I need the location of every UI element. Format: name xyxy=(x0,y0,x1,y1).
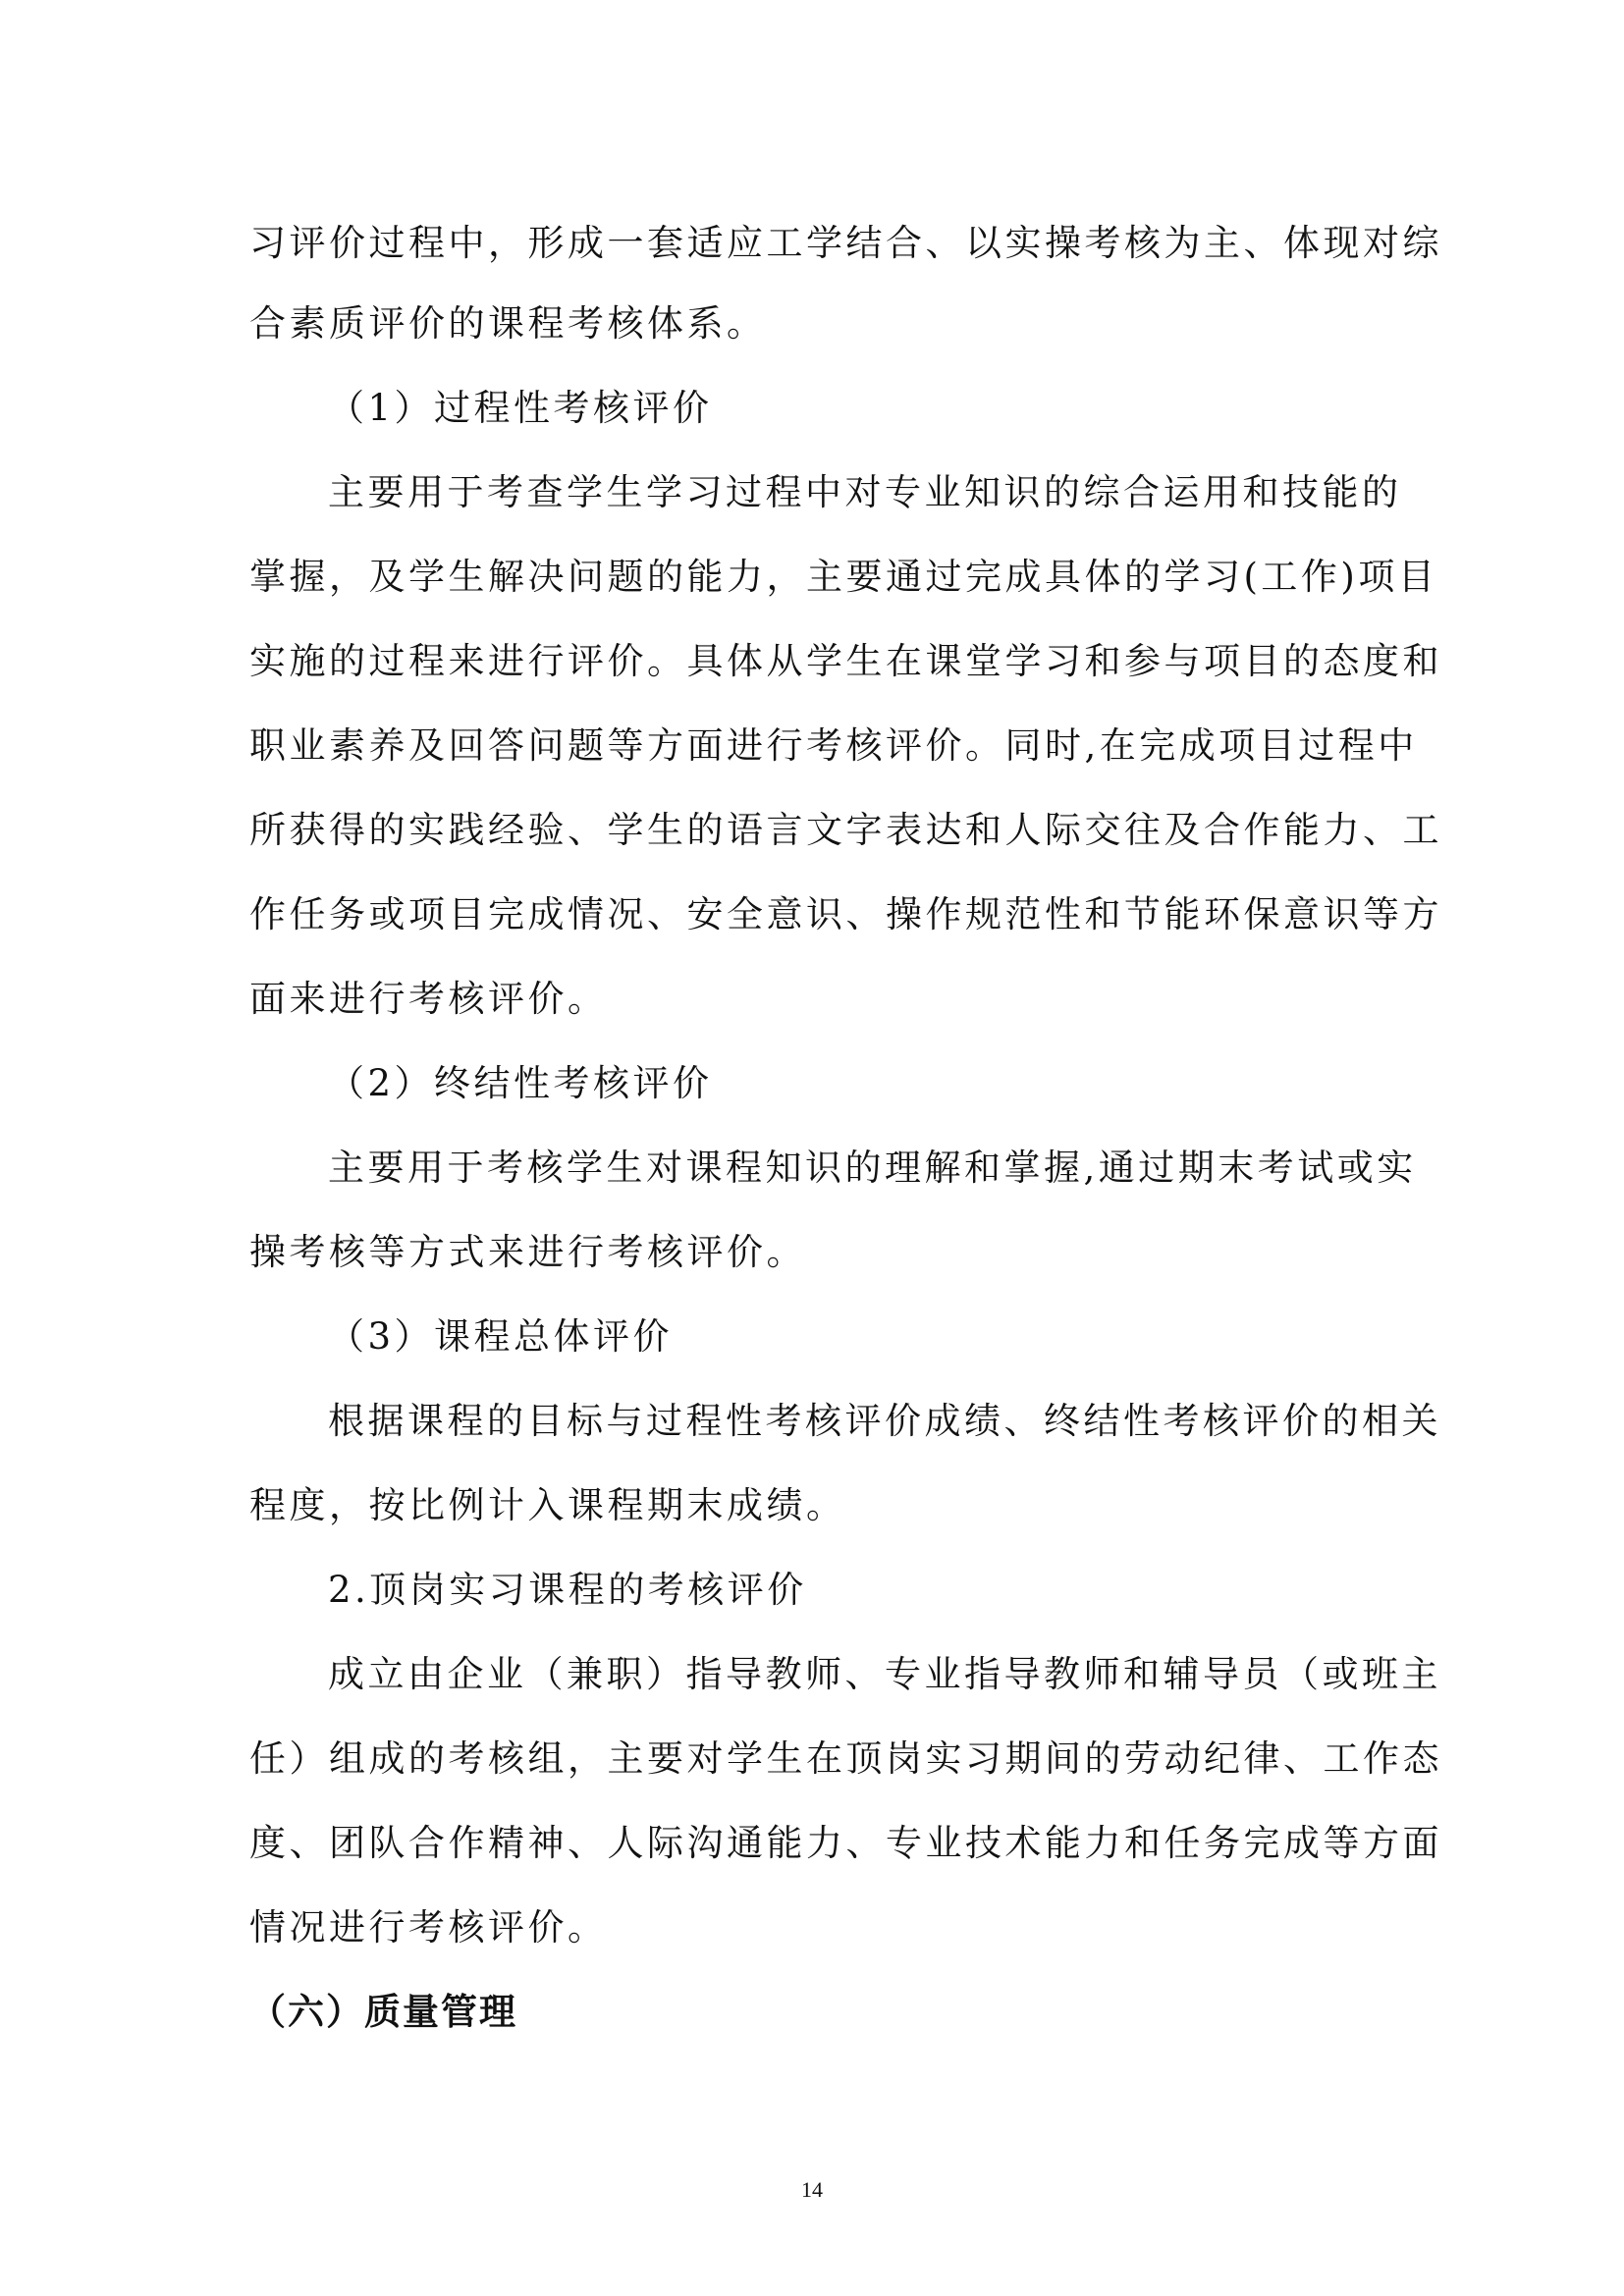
body-text-line: 合素质评价的课程考核体系。 xyxy=(249,302,767,345)
page-number: 14 xyxy=(801,2177,823,2202)
body-text-line: 实施的过程来进行评价。具体从学生在课堂学习和参与项目的态度和 xyxy=(249,640,1442,682)
body-text-line: 操考核等方式来进行考核评价。 xyxy=(249,1231,806,1273)
body-text-line: 程度，按比例计入课程期末成绩。 xyxy=(249,1484,846,1526)
subheading-overall-evaluation: （3）课程总体评价 xyxy=(328,1315,674,1358)
body-text-line: 主要用于考核学生对课程知识的理解和掌握,通过期末考试或实 xyxy=(328,1147,1417,1189)
body-text-line: 习评价过程中，形成一套适应工学结合、以实操考核为主、体现对综 xyxy=(249,222,1442,264)
body-text-line: 根据课程的目标与过程性考核评价成绩、终结性考核评价的相关 xyxy=(328,1400,1441,1442)
body-text-line: 任）组成的考核组，主要对学生在顶岗实习期间的劳动纪律、工作态 xyxy=(249,1737,1442,1780)
body-text-line: 情况进行考核评价。 xyxy=(249,1906,608,1949)
body-text-line: 所获得的实践经验、学生的语言文字表达和人际交往及合作能力、工 xyxy=(249,809,1442,851)
body-text-line: 作任务或项目完成情况、安全意识、操作规范性和节能环保意识等方 xyxy=(249,893,1442,935)
body-text-line: 度、团队合作精神、人际沟通能力、专业技术能力和任务完成等方面 xyxy=(249,1822,1442,1864)
body-text-line: 掌握，及学生解决问题的能力，主要通过完成具体的学习(工作)项目 xyxy=(249,556,1438,598)
body-text-line: 主要用于考查学生学习过程中对专业知识的综合运用和技能的 xyxy=(328,471,1402,513)
body-text-line: 职业素养及回答问题等方面进行考核评价。同时,在完成项目过程中 xyxy=(249,724,1418,767)
section-heading-quality-management: （六）质量管理 xyxy=(249,1991,517,2033)
subheading-final-evaluation: （2）终结性考核评价 xyxy=(328,1062,713,1104)
subheading-process-evaluation: （1）过程性考核评价 xyxy=(328,387,713,429)
subheading-internship-evaluation: 2.顶岗实习课程的考核评价 xyxy=(328,1569,807,1611)
body-text-line: 成立由企业（兼职）指导教师、专业指导教师和辅导员（或班主 xyxy=(328,1653,1441,1695)
body-text-line: 面来进行考核评价。 xyxy=(249,978,608,1020)
